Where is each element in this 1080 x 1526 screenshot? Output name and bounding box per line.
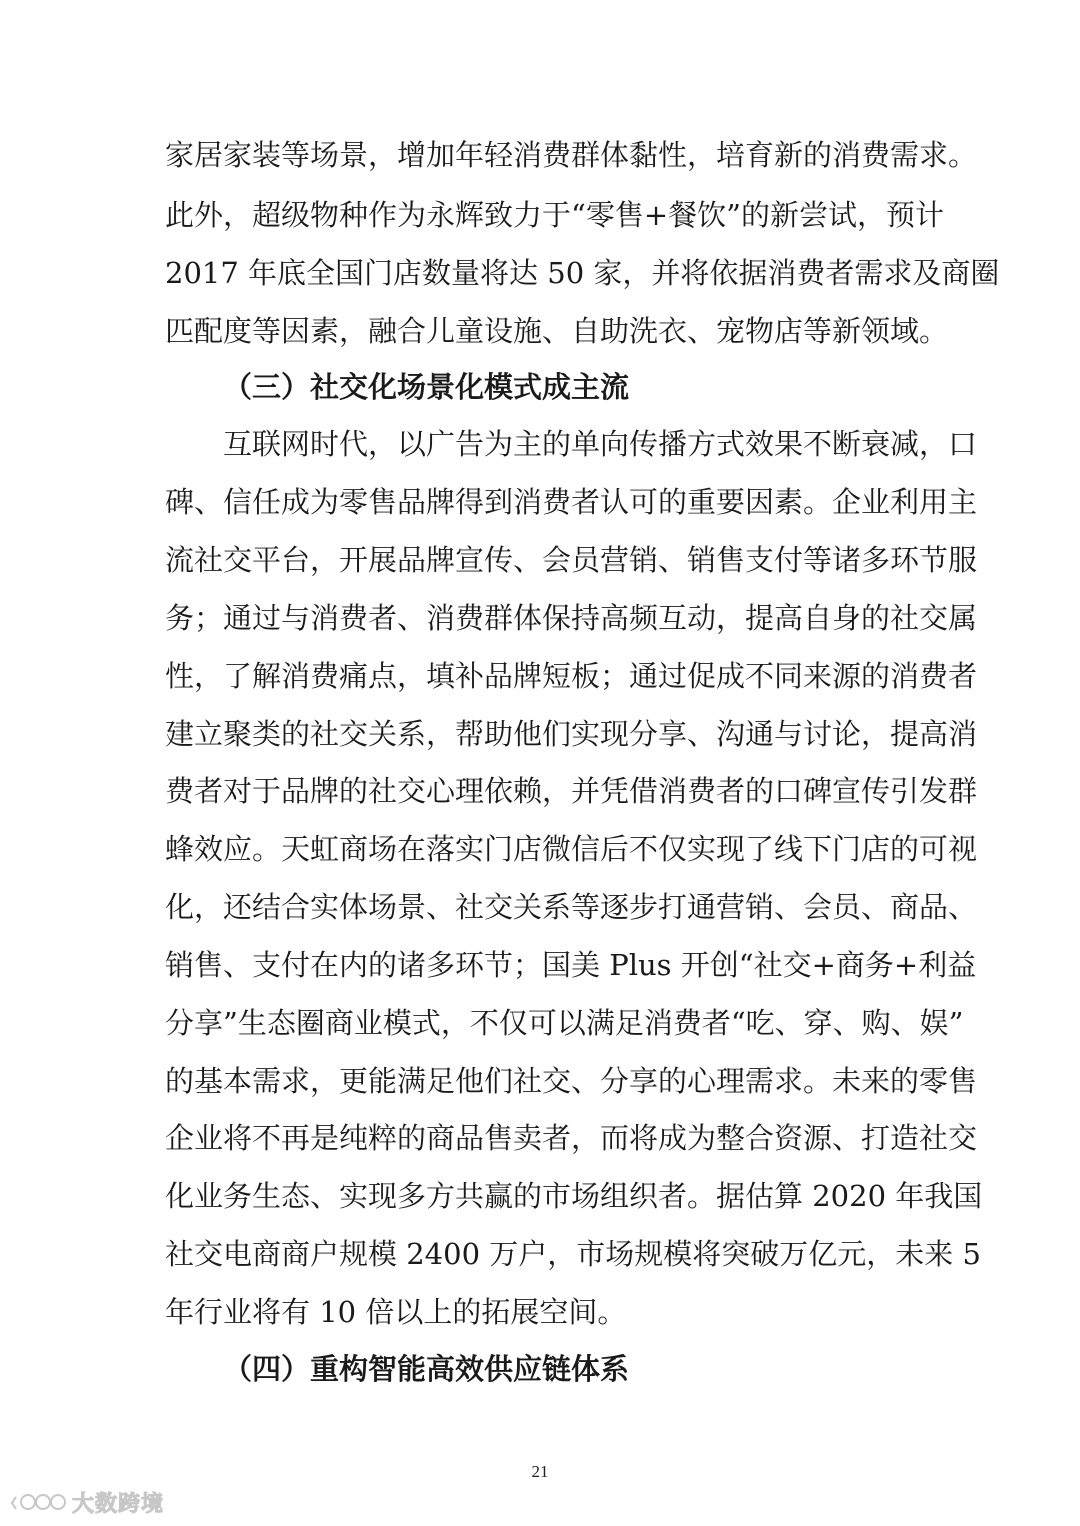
paragraph-line: 此外，超级物种作为永辉致力于“零售+餐饮”的新尝试，预计 [165,198,944,232]
watermark [10,1487,164,1517]
section-heading: （四）重构智能高效供应链体系 [223,1352,630,1386]
paragraph-line: 性，了解消费痛点，填补品牌短板；通过促成不同来源的消费者 [165,659,978,693]
paragraph-line: 务；通过与消费者、消费群体保持高频互动，提高自身的社交属 [165,601,978,635]
paragraph-line: 2017 年底全国门店数量将达 50 家，并将依据消费者需求及商圈 [165,256,1000,290]
paragraph-line: 互联网时代，以广告为主的单向传播方式效果不断衰减，口 [165,427,978,461]
paragraph-line: 匹配度等因素，融合儿童设施、自助洗衣、宠物店等新领域。 [165,314,949,348]
paragraph-line: 的基本需求，更能满足他们社交、分享的心理需求。未来的零售 [165,1064,978,1098]
paragraph-line: 蜂效应。天虹商场在落实门店微信后不仅实现了线下门店的可视 [165,832,978,866]
paragraph-line: 化，还结合实体场景、社交关系等逐步打通营销、会员、商品、 [165,890,978,924]
paragraph-line: 建立聚类的社交关系，帮助他们实现分享、沟通与讨论，提高消 [165,717,978,751]
paragraph-line: 企业将不再是纯粹的商品售卖者，而将成为整合资源、打造社交 [165,1121,978,1155]
paragraph-line: 流社交平台，开展品牌宣传、会员营销、销售支付等诸多环节服 [165,543,978,577]
paragraph-line: 社交电商商户规模 2400 万户，市场规模将突破万亿元，未来 5 [165,1237,981,1271]
paragraph-line: 分享”生态圈商业模式，不仅可以满足消费者“吃、穿、购、娱” [165,1006,964,1040]
paragraph-line: 化业务生态、实现多方共赢的市场组织者。据估算 2020 年我国 [165,1179,983,1213]
paragraph-line: 销售、支付在内的诸多环节；国美 Plus 开创“社交+商务+利益 [165,948,977,982]
paragraph-line: 家居家装等场景，增加年轻消费群体黏性，培育新的消费需求。 [165,138,978,172]
watermark-text: 大数跨境 [72,1491,165,1517]
paragraph-line: 碑、信任成为零售品牌得到消费者认可的重要因素。企业利用主 [165,485,978,519]
paragraph-line: 年行业将有 10 倍以上的拓展空间。 [165,1295,627,1329]
section-heading: （三）社交化场景化模式成主流 [223,370,630,404]
page-number: 21 [531,1462,549,1481]
paragraph-line: 费者对于品牌的社交心理依赖，并凭借消费者的口碑宣传引发群 [165,774,978,808]
watermark-logo-icon [10,1489,68,1515]
